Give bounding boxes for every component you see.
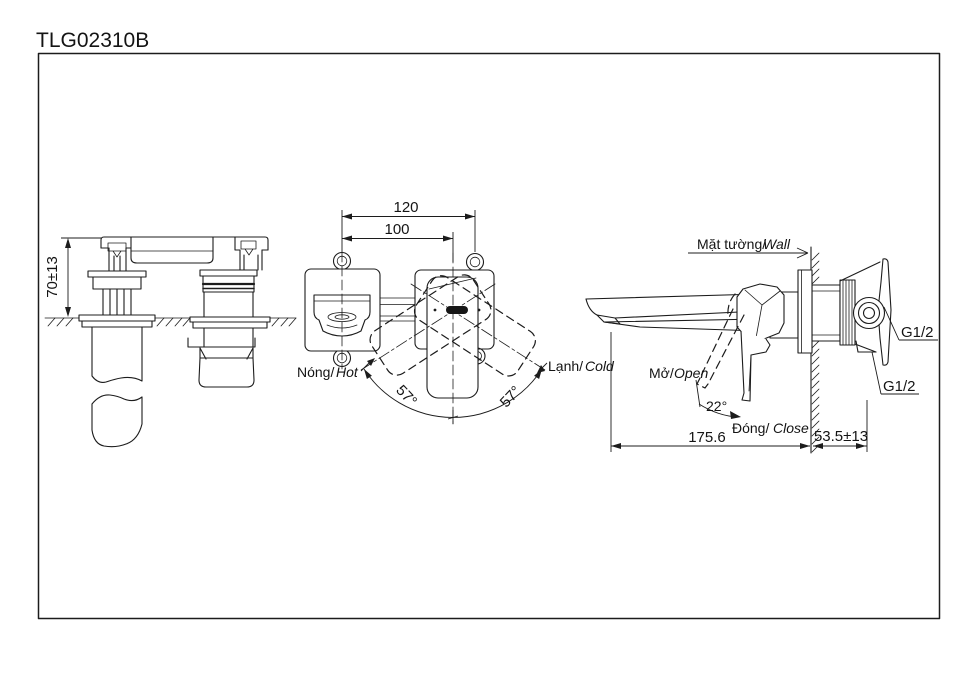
- spout-shank: [79, 271, 155, 327]
- wall-label-vi: Mặt tường/: [697, 236, 767, 252]
- connecting-pipe: [380, 298, 416, 321]
- dim-outer-label: 120: [393, 199, 419, 216]
- dim-reach-label: 175.6: [688, 429, 726, 446]
- supply-pipe: [92, 327, 142, 447]
- angle-right-label: 57°: [496, 382, 525, 412]
- wall-label: [688, 236, 808, 258]
- cold-label-vi: Lạnh/: [548, 358, 584, 374]
- cold-label-en: Cold: [585, 358, 614, 374]
- inwall-valve: [812, 259, 891, 365]
- page-title: TLG02310B: [36, 29, 150, 52]
- dim-height-label: 70±13: [44, 256, 61, 298]
- side-view-wall-mounted: [586, 236, 938, 453]
- toto-logo-mark: [446, 306, 468, 314]
- angle-left-label: 57°: [392, 381, 421, 411]
- left-view-deck-mounted: [44, 237, 296, 447]
- valve-shank: [188, 270, 270, 387]
- handle-lever-front: [427, 277, 478, 398]
- dim-inner-label: 100: [384, 221, 410, 238]
- escutcheon: [798, 270, 812, 353]
- wall-spout: [586, 294, 760, 331]
- wall-hatch: [812, 253, 819, 452]
- hot-label-vi: Nóng/: [297, 364, 335, 380]
- dim-depth-label: 53.5±13: [813, 428, 869, 445]
- open-label-vi: Mở/: [649, 365, 674, 381]
- dim-depth: [813, 400, 868, 452]
- hot-label-en: Hot: [336, 364, 358, 380]
- spout-plate: [305, 252, 380, 369]
- deck-body: [101, 237, 268, 271]
- front-view: [297, 199, 615, 424]
- dim-120-100: [342, 199, 475, 262]
- open-angle: [696, 380, 741, 419]
- close-label-en: Close: [773, 420, 809, 436]
- thread-upper-label: G1/2: [901, 324, 934, 341]
- close-label-vi: Đóng/: [732, 420, 770, 436]
- wall-label-en: Wall: [763, 236, 790, 252]
- open-label-en: Open: [674, 365, 709, 381]
- handle-closed: [737, 284, 784, 401]
- thread-lower-label: G1/2: [883, 378, 916, 395]
- open-angle-label: 22°: [706, 398, 728, 414]
